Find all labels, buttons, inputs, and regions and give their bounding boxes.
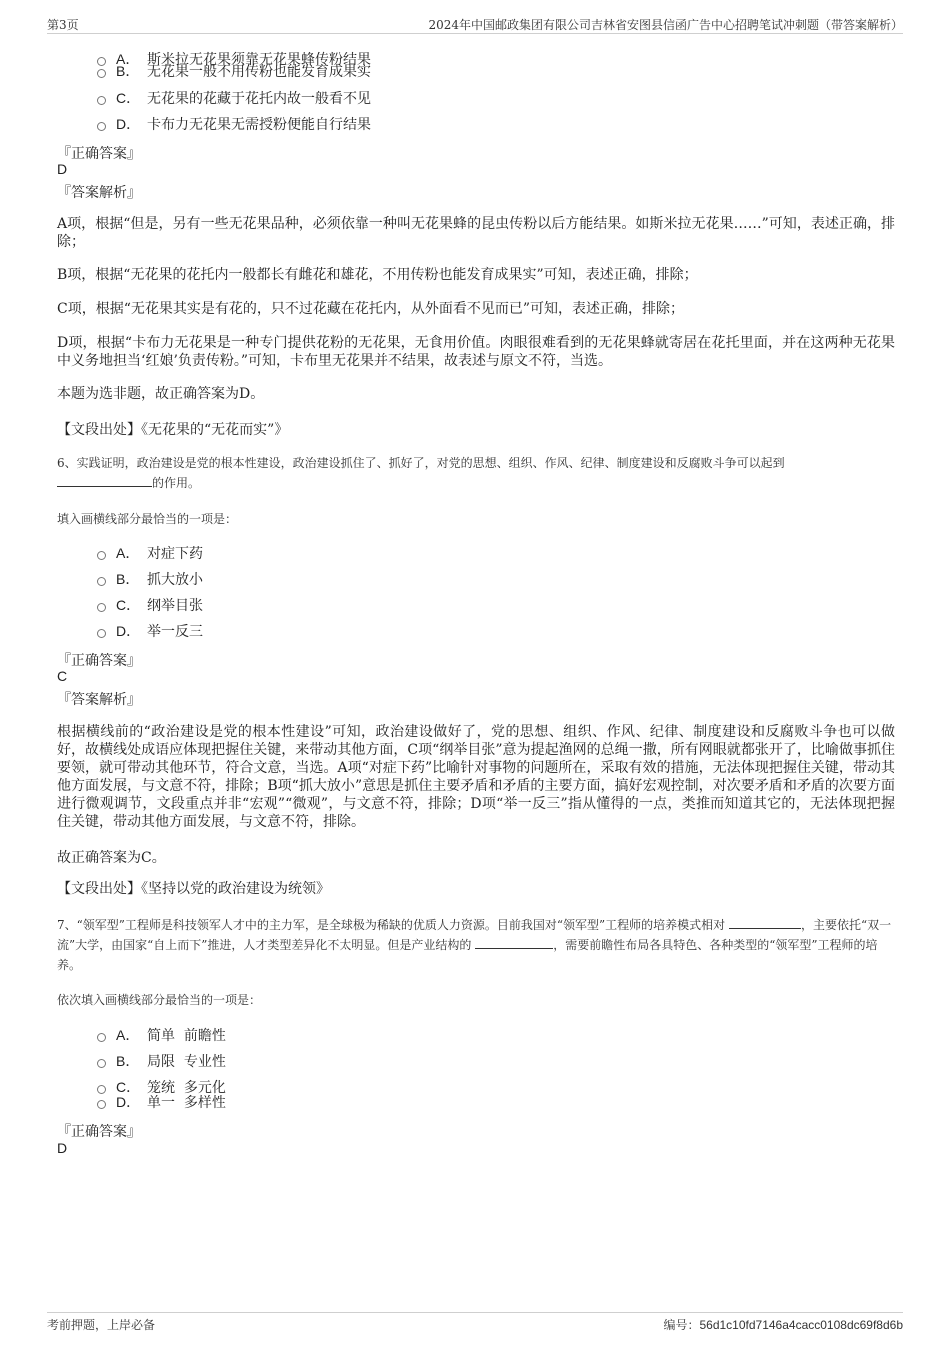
q6-source: 【文段出处】《坚持以党的政治建设为统领》	[57, 881, 330, 897]
q5-answer-label: 『正确答案』	[57, 146, 141, 162]
q5-analysis-b: B项，根据“无花果的花托内一般都长有雌花和雄花，不用传粉也能发育成果实”可知，表述正确，排除；	[57, 267, 698, 283]
radio-icon[interactable]	[97, 1059, 106, 1068]
radio-icon[interactable]	[97, 629, 106, 638]
q7-answer-label: 『正确答案』	[57, 1124, 141, 1140]
q7-option-c[interactable]: C． 笼统 多元化	[97, 1078, 226, 1096]
answer-blank	[729, 915, 801, 929]
q5-option-c[interactable]: C． 无花果的花藏于花托内故一般看不见	[97, 89, 371, 107]
q6-option-a[interactable]: A． 对症下药	[97, 544, 203, 562]
radio-icon[interactable]	[97, 551, 106, 560]
q6-prompt: 填入画横线部分最恰当的一项是：	[57, 512, 238, 526]
page-header	[47, 16, 903, 34]
q5-analysis-label: 『答案解析』	[57, 185, 141, 201]
radio-icon[interactable]	[97, 577, 106, 586]
answer-blank	[475, 935, 553, 949]
q7-option-d[interactable]: D． 单一 多样性	[97, 1093, 226, 1111]
q6-option-d[interactable]: D． 举一反三	[97, 622, 203, 640]
document-title: 2024年中国邮政集团有限公司吉林省安图县信函广告中心招聘笔试冲刺题（带答案解析）	[428, 18, 903, 32]
footer-code: 编号：56d1c10fd7146a4cacc0108dc69f8d6b	[663, 1318, 903, 1332]
answer-blank	[57, 473, 152, 487]
q6-conclusion: 故正确答案为C。	[57, 850, 166, 866]
q7-answer: D	[57, 1140, 68, 1156]
q5-option-b[interactable]: B． 无花果一般不用传粉也能发育成果实	[97, 62, 371, 80]
q6-question: 6、实践证明，政治建设是党的根本性建设，政治建设抓住了、抓好了，对党的思想、组织、作风、纪律、制度建设和反腐败斗争可以起到 的作用。	[57, 456, 785, 490]
q5-option-a[interactable]: A． 斯米拉无花果须靠无花果蜂传粉结果	[97, 50, 371, 68]
q5-answer: D	[57, 161, 68, 177]
page-footer	[47, 1312, 903, 1334]
q6-analysis-label: 『答案解析』	[57, 692, 141, 708]
q6-answer: C	[57, 668, 68, 684]
q7-question: 7、“领军型”工程师是科技领军人才中的主力军，是全球极为稀缺的优质人力资源。目前我国对“领军型”工程师的培养模式相对 ，主要依托“双一流”大学，由国家“自上而下”推进，人才类型差异化不太明显。但是产业结构的 ，需要前瞻性布局各具特色、各种类型的“领军型”工程师的培养。	[57, 915, 895, 975]
q7-prompt: 依次填入画横线部分最恰当的一项是：	[57, 993, 262, 1007]
page-number: 第3页	[47, 18, 79, 32]
q6-answer-label: 『正确答案』	[57, 653, 141, 669]
radio-icon[interactable]	[97, 96, 106, 105]
radio-icon[interactable]	[97, 1033, 106, 1042]
q5-option-d[interactable]: D． 卡布力无花果无需授粉便能自行结果	[97, 115, 371, 133]
q5-source: 【文段出处】《无花果的“无花而实”》	[57, 422, 289, 438]
radio-icon[interactable]	[97, 603, 106, 612]
q7-option-a[interactable]: A． 简单 前瞻性	[97, 1026, 226, 1044]
radio-icon[interactable]	[97, 122, 106, 131]
q5-conclusion: 本题为选非题，故正确答案为D。	[57, 386, 265, 402]
q5-analysis-d: D项，根据“卡布力无花果是一种专门提供花粉的无花果，无食用价值。肉眼很难看到的无花果蜂就寄居在花托里面，并在这两种无花果中义务地担当‘红娘’负责传粉。”可知，卡布里无花果并不结果，故表述与原文不符，当选。	[57, 335, 895, 369]
radio-icon[interactable]	[97, 69, 106, 78]
q5-analysis-c: C项，根据“无花果其实是有花的，只不过花藏在花托内，从外面看不见而已”可知，表述正确，排除；	[57, 301, 685, 317]
q6-option-b[interactable]: B． 抓大放小	[97, 570, 203, 588]
radio-icon[interactable]	[97, 1100, 106, 1109]
footer-slogan: 考前押题，上岸必备	[47, 1318, 156, 1332]
q5-analysis-a: A项，根据“但是，另有一些无花果品种，必须依靠一种叫无花果蜂的昆虫传粉以后方能结果。如斯米拉无花果……”可知，表述正确，排除；	[57, 216, 895, 250]
q7-option-b[interactable]: B． 局限 专业性	[97, 1052, 226, 1070]
q6-analysis: 根据横线前的“政治建设是党的根本性建设”可知，政治建设做好了，党的思想、组织、作风、纪律、制度建设和反腐败斗争也可以做好，故横线处成语应体现把握住关键，来带动其他方面，C项“纲举目张”意为提起渔网的总绳一撒，所有网眼就都张开了，比喻做事抓住要领，就可带动其他环节，符合文意，当选。A项“对症下药”比喻针对事物的问题所在，采取有效的措施，无法体现把握住关键，带动其他方面发展，与文意不符，排除；B项“抓大放小”意思是抓住主要矛盾和矛盾的主要方面，搞好宏观控制，对次要矛盾和矛盾的次要方面进行微观调节，文段重点并非“宏观”“微观”，与文意不符，排除；D项“举一反三”指从懂得的一点，类推而知道其它的，无法体现把握住关键，带动其他方面发展，与文意不符，排除。	[57, 724, 895, 830]
q6-option-c[interactable]: C． 纲举目张	[97, 596, 203, 614]
